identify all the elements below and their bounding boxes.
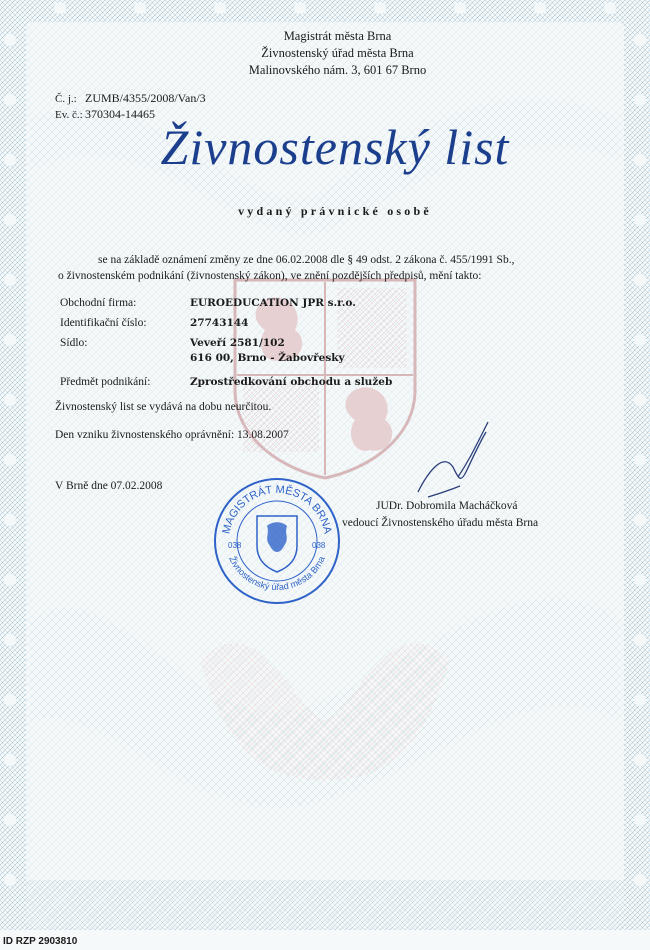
origin-text: Den vzniku živnostenského oprávnění: 13.08.2007	[55, 429, 289, 441]
firm-label: Obchodní firma:	[60, 297, 137, 309]
id-label: Identifikační číslo:	[60, 317, 147, 329]
reference-cj	[55, 91, 206, 106]
issuer-line-2: Živnostenský úřad města Brna	[261, 46, 414, 60]
firm-value: EUROEDUCATION JPR s.r.o.	[190, 297, 356, 309]
issuer-line-3: Malinovského nám. 3, 601 67 Brno	[248, 63, 427, 77]
field-id	[60, 316, 248, 331]
signatory-name: JUDr. Dobromila Macháčková	[376, 500, 518, 512]
intro-line-2: o živnostenském podnikání (živnostenský zákon), ve znění pozdějších předpisů, mění takto:	[58, 270, 482, 282]
subject-value: Zprostředkování obchodu a služeb	[190, 376, 393, 388]
cj-value: ZUMB/4355/2008/Van/3	[85, 91, 206, 105]
seat-line-1: Veveří 2581/102	[190, 337, 285, 349]
official-stamp	[212, 476, 342, 606]
issuer-line-1: Magistrát města Brna	[283, 29, 392, 43]
handwritten-signature	[398, 412, 518, 512]
field-subject	[60, 375, 392, 390]
stamp-number-left: 038	[228, 541, 242, 550]
id-value: 27743144	[190, 317, 249, 329]
issuer-header	[0, 28, 650, 79]
ev-value: 370304-14465	[85, 107, 155, 121]
seat-value	[190, 336, 345, 366]
footer-id: ID RZP 2903810	[3, 936, 78, 947]
ev-label: Ev. č.:	[55, 109, 83, 121]
signatory-role: vedoucí Živnostenského úřadu města Brna	[342, 517, 539, 529]
stamp-top-text: MAGISTRÁT MĚSTA BRNA	[220, 483, 334, 536]
subject-label: Předmět podnikání:	[60, 376, 151, 388]
stamp-number-right: 038	[312, 541, 326, 550]
place-date-text: V Brně dne 07.02.2008	[55, 480, 163, 492]
cj-label: Č. j.:	[55, 93, 77, 105]
field-firm	[60, 296, 356, 311]
validity-text: Živnostenský list se vydává na dobu neurčitou.	[55, 401, 272, 413]
seat-label: Sídlo:	[60, 337, 88, 349]
document-subtitle: vydaný právnické osobě	[238, 204, 432, 218]
document-title: Živnostenský list	[160, 119, 510, 175]
field-seat	[60, 336, 345, 366]
intro-paragraph	[58, 252, 608, 284]
seat-line-2: 616 00, Brno - Žabovřesky	[190, 352, 345, 364]
stamp-bottom-text: Živnostenský úřad města Brna	[227, 554, 327, 593]
stamp-eagle-icon	[267, 522, 287, 552]
intro-line-1: se na základě oznámení změny ze dne 06.02.2008 dle § 49 odst. 2 zákona č. 455/1991 Sb.,	[98, 254, 515, 266]
